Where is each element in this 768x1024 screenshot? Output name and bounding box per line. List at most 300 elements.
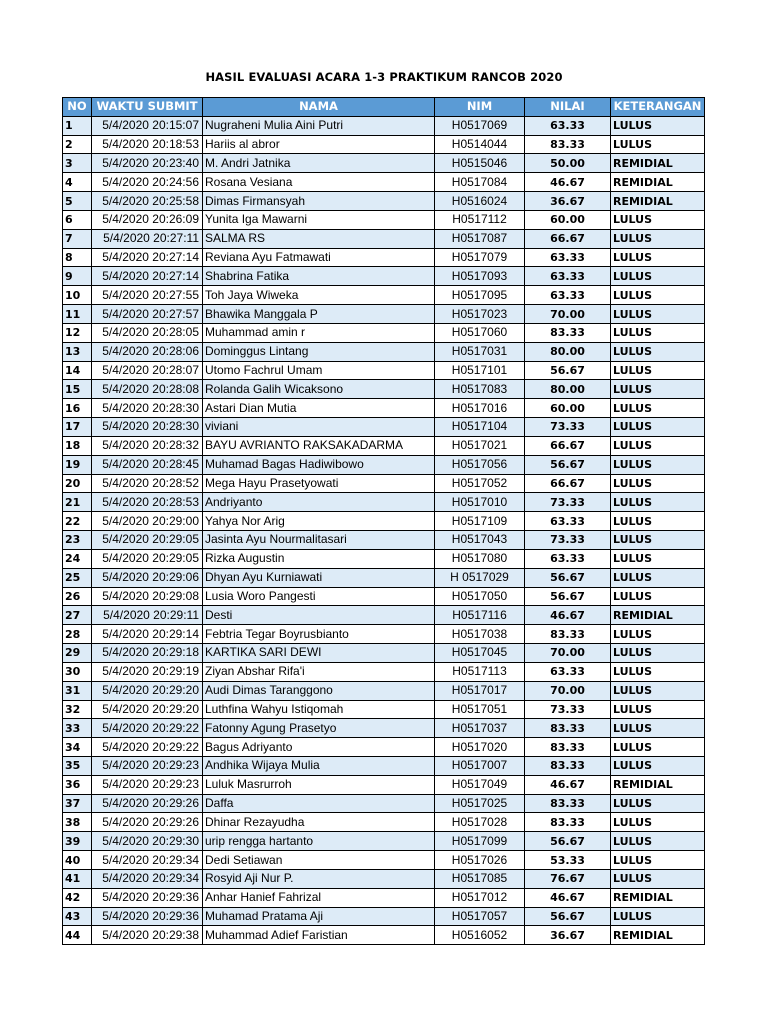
cell-nama: Mega Hayu Prasetyowati (203, 474, 435, 493)
table-row (63, 305, 705, 324)
cell-nim: H0517012 (435, 888, 525, 907)
cell-nama: Dominggus Lintang (203, 342, 435, 361)
cell-no: 15 (63, 380, 92, 399)
cell-keterangan: REMIDIAL (611, 775, 705, 794)
cell-waktu-submit: 5/4/2020 20:29:26 (92, 813, 203, 832)
table-row (63, 851, 705, 870)
cell-nama: Audi Dimas Taranggono (203, 681, 435, 700)
cell-nim: H0517080 (435, 549, 525, 568)
cell-waktu-submit: 5/4/2020 20:27:14 (92, 267, 203, 286)
cell-no: 44 (63, 926, 92, 945)
cell-no: 24 (63, 549, 92, 568)
cell-keterangan: LULUS (611, 455, 705, 474)
cell-no: 1 (63, 116, 92, 135)
cell-keterangan: LULUS (611, 342, 705, 361)
cell-nilai: 46.67 (525, 775, 611, 794)
table-row (63, 531, 705, 550)
table-row (63, 135, 705, 154)
cell-waktu-submit: 5/4/2020 20:29:14 (92, 625, 203, 644)
cell-nilai: 73.33 (525, 493, 611, 512)
cell-nim: H0517104 (435, 418, 525, 437)
cell-nim: H0517093 (435, 267, 525, 286)
cell-waktu-submit: 5/4/2020 20:29:30 (92, 832, 203, 851)
cell-keterangan: LULUS (611, 662, 705, 681)
table-row (63, 436, 705, 455)
table-row (63, 813, 705, 832)
cell-no: 13 (63, 342, 92, 361)
cell-nama: Muhamad Bagas Hadiwibowo (203, 455, 435, 474)
cell-nilai: 70.00 (525, 644, 611, 663)
cell-keterangan: LULUS (611, 474, 705, 493)
document-title: HASIL EVALUASI ACARA 1-3 PRAKTIKUM RANCOB 2020 (205, 70, 563, 84)
cell-no: 21 (63, 493, 92, 512)
cell-no: 19 (63, 455, 92, 474)
cell-nim: H0517079 (435, 248, 525, 267)
cell-keterangan: LULUS (611, 323, 705, 342)
cell-nilai: 63.33 (525, 662, 611, 681)
cell-nim: H0517051 (435, 700, 525, 719)
cell-no: 16 (63, 399, 92, 418)
cell-nilai: 83.33 (525, 625, 611, 644)
cell-waktu-submit: 5/4/2020 20:28:30 (92, 399, 203, 418)
cell-waktu-submit: 5/4/2020 20:27:14 (92, 248, 203, 267)
table-row (63, 267, 705, 286)
cell-waktu-submit: 5/4/2020 20:23:40 (92, 154, 203, 173)
cell-nama: viviani (203, 418, 435, 437)
cell-keterangan: LULUS (611, 719, 705, 738)
cell-waktu-submit: 5/4/2020 20:29:23 (92, 775, 203, 794)
header-no: NO (63, 98, 92, 117)
cell-keterangan: LULUS (611, 286, 705, 305)
cell-nama: Muhammad amin r (203, 323, 435, 342)
cell-keterangan: REMIDIAL (611, 173, 705, 192)
cell-waktu-submit: 5/4/2020 20:29:36 (92, 907, 203, 926)
table-row (63, 455, 705, 474)
cell-nilai: 63.33 (525, 549, 611, 568)
cell-nilai: 36.67 (525, 192, 611, 211)
cell-waktu-submit: 5/4/2020 20:29:23 (92, 756, 203, 775)
cell-nama: Dhyan Ayu Kurniawati (203, 568, 435, 587)
table-row (63, 738, 705, 757)
cell-waktu-submit: 5/4/2020 20:28:05 (92, 323, 203, 342)
cell-nilai: 56.67 (525, 455, 611, 474)
cell-nim: H0517113 (435, 662, 525, 681)
cell-nim: H0517099 (435, 832, 525, 851)
cell-no: 12 (63, 323, 92, 342)
cell-waktu-submit: 5/4/2020 20:27:55 (92, 286, 203, 305)
table-row (63, 549, 705, 568)
cell-nim: H0515046 (435, 154, 525, 173)
cell-no: 43 (63, 907, 92, 926)
header-nama: NAMA (203, 98, 435, 117)
cell-waktu-submit: 5/4/2020 20:29:00 (92, 512, 203, 531)
results-table (62, 97, 705, 945)
cell-nim: H0517095 (435, 286, 525, 305)
cell-nilai: 83.33 (525, 323, 611, 342)
table-row (63, 323, 705, 342)
cell-no: 8 (63, 248, 92, 267)
cell-nama: Rolanda Galih Wicaksono (203, 380, 435, 399)
cell-waktu-submit: 5/4/2020 20:24:56 (92, 173, 203, 192)
cell-no: 37 (63, 794, 92, 813)
cell-keterangan: LULUS (611, 116, 705, 135)
cell-nilai: 63.33 (525, 286, 611, 305)
cell-keterangan: LULUS (611, 380, 705, 399)
table-row (63, 286, 705, 305)
cell-nama: Rizka Augustin (203, 549, 435, 568)
cell-nim: H0517037 (435, 719, 525, 738)
cell-no: 31 (63, 681, 92, 700)
cell-nama: urip rengga hartanto (203, 832, 435, 851)
cell-keterangan: REMIDIAL (611, 154, 705, 173)
cell-nilai: 73.33 (525, 418, 611, 437)
cell-nama: Utomo Fachrul Umam (203, 361, 435, 380)
cell-nilai: 63.33 (525, 116, 611, 135)
cell-nilai: 83.33 (525, 135, 611, 154)
cell-nilai: 63.33 (525, 512, 611, 531)
cell-keterangan: LULUS (611, 135, 705, 154)
table-row (63, 832, 705, 851)
table-row (63, 568, 705, 587)
cell-nilai: 73.33 (525, 531, 611, 550)
table-row (63, 380, 705, 399)
cell-no: 4 (63, 173, 92, 192)
header-nilai: NILAI (525, 98, 611, 117)
cell-no: 9 (63, 267, 92, 286)
cell-nilai: 56.67 (525, 361, 611, 380)
cell-nama: Shabrina Fatika (203, 267, 435, 286)
cell-no: 20 (63, 474, 92, 493)
cell-no: 5 (63, 192, 92, 211)
cell-nim: H0517084 (435, 173, 525, 192)
cell-keterangan: LULUS (611, 644, 705, 663)
cell-nim: H0517085 (435, 869, 525, 888)
cell-keterangan: REMIDIAL (611, 888, 705, 907)
cell-nim: H0517050 (435, 587, 525, 606)
table-header-row (63, 98, 705, 117)
cell-nama: Jasinta Ayu Nourmalitasari (203, 531, 435, 550)
cell-nilai: 83.33 (525, 738, 611, 757)
cell-no: 29 (63, 644, 92, 663)
cell-nim: H0517023 (435, 305, 525, 324)
cell-keterangan: LULUS (611, 493, 705, 512)
cell-no: 26 (63, 587, 92, 606)
cell-keterangan: LULUS (611, 907, 705, 926)
cell-no: 27 (63, 606, 92, 625)
table-row (63, 192, 705, 211)
cell-nim: H0517043 (435, 531, 525, 550)
cell-waktu-submit: 5/4/2020 20:29:08 (92, 587, 203, 606)
cell-nama: Andriyanto (203, 493, 435, 512)
cell-waktu-submit: 5/4/2020 20:28:52 (92, 474, 203, 493)
cell-nilai: 60.00 (525, 210, 611, 229)
cell-no: 34 (63, 738, 92, 757)
table-row (63, 512, 705, 531)
cell-waktu-submit: 5/4/2020 20:28:53 (92, 493, 203, 512)
cell-nama: Muhammad Adief Faristian (203, 926, 435, 945)
cell-nilai: 73.33 (525, 700, 611, 719)
table-row (63, 625, 705, 644)
cell-no: 35 (63, 756, 92, 775)
cell-nilai: 46.67 (525, 888, 611, 907)
table-row (63, 493, 705, 512)
table-row (63, 154, 705, 173)
cell-nama: Desti (203, 606, 435, 625)
table-row (63, 794, 705, 813)
cell-nama: Hariis al abror (203, 135, 435, 154)
cell-waktu-submit: 5/4/2020 20:27:57 (92, 305, 203, 324)
table-row (63, 116, 705, 135)
cell-no: 40 (63, 851, 92, 870)
header-keterangan: KETERANGAN (611, 98, 705, 117)
cell-nama: Ziyan Abshar Rifa'i (203, 662, 435, 681)
cell-nama: Nugraheni Mulia Aini Putri (203, 116, 435, 135)
cell-nilai: 66.67 (525, 229, 611, 248)
cell-no: 3 (63, 154, 92, 173)
cell-keterangan: LULUS (611, 851, 705, 870)
cell-nilai: 70.00 (525, 681, 611, 700)
cell-nama: Dhinar Rezayudha (203, 813, 435, 832)
cell-waktu-submit: 5/4/2020 20:29:36 (92, 888, 203, 907)
cell-waktu-submit: 5/4/2020 20:25:58 (92, 192, 203, 211)
cell-nim: H 0517029 (435, 568, 525, 587)
cell-nim: H0517017 (435, 681, 525, 700)
table-row (63, 210, 705, 229)
cell-no: 30 (63, 662, 92, 681)
cell-waktu-submit: 5/4/2020 20:29:38 (92, 926, 203, 945)
cell-keterangan: LULUS (611, 587, 705, 606)
cell-no: 10 (63, 286, 92, 305)
cell-waktu-submit: 5/4/2020 20:29:20 (92, 681, 203, 700)
cell-waktu-submit: 5/4/2020 20:29:05 (92, 531, 203, 550)
cell-nim: H0517069 (435, 116, 525, 135)
cell-waktu-submit: 5/4/2020 20:28:07 (92, 361, 203, 380)
cell-waktu-submit: 5/4/2020 20:28:32 (92, 436, 203, 455)
cell-keterangan: LULUS (611, 832, 705, 851)
cell-keterangan: LULUS (611, 794, 705, 813)
cell-no: 42 (63, 888, 92, 907)
cell-nim: H0517007 (435, 756, 525, 775)
cell-nama: Dedi Setiawan (203, 851, 435, 870)
cell-no: 7 (63, 229, 92, 248)
cell-keterangan: LULUS (611, 305, 705, 324)
cell-waktu-submit: 5/4/2020 20:29:06 (92, 568, 203, 587)
cell-keterangan: LULUS (611, 700, 705, 719)
table-row (63, 700, 705, 719)
cell-keterangan: REMIDIAL (611, 192, 705, 211)
cell-nama: Anhar Hanief Fahrizal (203, 888, 435, 907)
cell-keterangan: LULUS (611, 549, 705, 568)
cell-nama: BAYU AVRIANTO RAKSAKADARMA (203, 436, 435, 455)
cell-nim: H0517112 (435, 210, 525, 229)
table-row (63, 869, 705, 888)
cell-no: 36 (63, 775, 92, 794)
cell-nim: H0517028 (435, 813, 525, 832)
cell-nama: Fatonny Agung Prasetyo (203, 719, 435, 738)
cell-nim: H0517025 (435, 794, 525, 813)
cell-nilai: 63.33 (525, 267, 611, 286)
table-row (63, 907, 705, 926)
cell-nama: Muhamad Pratama Aji (203, 907, 435, 926)
cell-keterangan: LULUS (611, 869, 705, 888)
cell-no: 17 (63, 418, 92, 437)
cell-nama: Febtria Tegar Boyrusbianto (203, 625, 435, 644)
cell-waktu-submit: 5/4/2020 20:29:34 (92, 869, 203, 888)
cell-keterangan: LULUS (611, 531, 705, 550)
cell-nilai: 36.67 (525, 926, 611, 945)
cell-nama: Luthfina Wahyu Istiqomah (203, 700, 435, 719)
cell-nama: Rosana Vesiana (203, 173, 435, 192)
cell-nilai: 56.67 (525, 587, 611, 606)
table-row (63, 926, 705, 945)
cell-nama: M. Andri Jatnika (203, 154, 435, 173)
cell-nilai: 46.67 (525, 173, 611, 192)
cell-keterangan: LULUS (611, 229, 705, 248)
cell-nama: SALMA RS (203, 229, 435, 248)
cell-no: 11 (63, 305, 92, 324)
cell-nim: H0517026 (435, 851, 525, 870)
cell-nilai: 60.00 (525, 399, 611, 418)
cell-keterangan: LULUS (611, 399, 705, 418)
cell-keterangan: LULUS (611, 361, 705, 380)
cell-nilai: 83.33 (525, 813, 611, 832)
cell-waktu-submit: 5/4/2020 20:29:22 (92, 719, 203, 738)
cell-waktu-submit: 5/4/2020 20:29:19 (92, 662, 203, 681)
cell-waktu-submit: 5/4/2020 20:28:06 (92, 342, 203, 361)
cell-keterangan: LULUS (611, 436, 705, 455)
cell-keterangan: LULUS (611, 267, 705, 286)
cell-nama: Daffa (203, 794, 435, 813)
cell-keterangan: LULUS (611, 210, 705, 229)
cell-waktu-submit: 5/4/2020 20:28:08 (92, 380, 203, 399)
cell-keterangan: LULUS (611, 681, 705, 700)
cell-nim: H0517057 (435, 907, 525, 926)
cell-nim: H0517060 (435, 323, 525, 342)
cell-nim: H0517083 (435, 380, 525, 399)
cell-nilai: 46.67 (525, 606, 611, 625)
cell-no: 28 (63, 625, 92, 644)
cell-nilai: 56.67 (525, 907, 611, 926)
cell-no: 2 (63, 135, 92, 154)
cell-nama: Dimas Firmansyah (203, 192, 435, 211)
cell-no: 38 (63, 813, 92, 832)
cell-nama: Reviana Ayu Fatmawati (203, 248, 435, 267)
table-row (63, 399, 705, 418)
cell-nama: Yahya Nor Arig (203, 512, 435, 531)
cell-waktu-submit: 5/4/2020 20:28:45 (92, 455, 203, 474)
cell-nim: H0517052 (435, 474, 525, 493)
cell-nama: Yunita Iga Mawarni (203, 210, 435, 229)
header-nim: NIM (435, 98, 525, 117)
cell-nim: H0516052 (435, 926, 525, 945)
cell-keterangan: LULUS (611, 568, 705, 587)
cell-nama: Lusia Woro Pangesti (203, 587, 435, 606)
table-row (63, 418, 705, 437)
cell-waktu-submit: 5/4/2020 20:15:07 (92, 116, 203, 135)
cell-keterangan: LULUS (611, 756, 705, 775)
cell-nim: H0517010 (435, 493, 525, 512)
cell-no: 39 (63, 832, 92, 851)
cell-no: 23 (63, 531, 92, 550)
cell-waktu-submit: 5/4/2020 20:29:11 (92, 606, 203, 625)
cell-no: 41 (63, 869, 92, 888)
cell-nilai: 76.67 (525, 869, 611, 888)
cell-nama: Astari Dian Mutia (203, 399, 435, 418)
cell-nilai: 80.00 (525, 380, 611, 399)
table-row (63, 248, 705, 267)
cell-waktu-submit: 5/4/2020 20:29:05 (92, 549, 203, 568)
cell-waktu-submit: 5/4/2020 20:29:34 (92, 851, 203, 870)
cell-nim: H0517021 (435, 436, 525, 455)
cell-nilai: 66.67 (525, 474, 611, 493)
table-row (63, 587, 705, 606)
cell-waktu-submit: 5/4/2020 20:18:53 (92, 135, 203, 154)
header-waktu-submit: WAKTU SUBMIT (92, 98, 203, 117)
table-row (63, 662, 705, 681)
cell-nama: Andhika Wijaya Mulia (203, 756, 435, 775)
cell-nim: H0516024 (435, 192, 525, 211)
cell-nilai: 63.33 (525, 248, 611, 267)
cell-nim: H0514044 (435, 135, 525, 154)
cell-waktu-submit: 5/4/2020 20:26:09 (92, 210, 203, 229)
cell-nilai: 56.67 (525, 568, 611, 587)
cell-no: 14 (63, 361, 92, 380)
table-row (63, 474, 705, 493)
cell-nim: H0517031 (435, 342, 525, 361)
cell-nim: H0517045 (435, 644, 525, 663)
cell-nilai: 66.67 (525, 436, 611, 455)
cell-waktu-submit: 5/4/2020 20:28:30 (92, 418, 203, 437)
table-row (63, 644, 705, 663)
cell-no: 32 (63, 700, 92, 719)
cell-waktu-submit: 5/4/2020 20:29:22 (92, 738, 203, 757)
cell-no: 33 (63, 719, 92, 738)
table-row (63, 756, 705, 775)
cell-no: 6 (63, 210, 92, 229)
cell-nilai: 50.00 (525, 154, 611, 173)
cell-keterangan: LULUS (611, 813, 705, 832)
cell-nama: Toh Jaya Wiweka (203, 286, 435, 305)
cell-nilai: 70.00 (525, 305, 611, 324)
cell-waktu-submit: 5/4/2020 20:29:26 (92, 794, 203, 813)
cell-waktu-submit: 5/4/2020 20:29:18 (92, 644, 203, 663)
table-row (63, 361, 705, 380)
cell-no: 22 (63, 512, 92, 531)
cell-nama: Luluk Masrurroh (203, 775, 435, 794)
cell-nim: H0517020 (435, 738, 525, 757)
cell-keterangan: LULUS (611, 512, 705, 531)
table-row (63, 719, 705, 738)
cell-keterangan: LULUS (611, 418, 705, 437)
cell-nim: H0517056 (435, 455, 525, 474)
table-row (63, 342, 705, 361)
table-row (63, 775, 705, 794)
cell-keterangan: REMIDIAL (611, 606, 705, 625)
cell-nama: Rosyid Aji Nur P. (203, 869, 435, 888)
cell-keterangan: LULUS (611, 248, 705, 267)
cell-nim: H0517038 (435, 625, 525, 644)
cell-keterangan: REMIDIAL (611, 926, 705, 945)
cell-nim: H0517049 (435, 775, 525, 794)
cell-nama: Bhawika Manggala P (203, 305, 435, 324)
table-row (63, 229, 705, 248)
table-row (63, 888, 705, 907)
cell-waktu-submit: 5/4/2020 20:29:20 (92, 700, 203, 719)
cell-nilai: 80.00 (525, 342, 611, 361)
table-row (63, 173, 705, 192)
cell-nilai: 83.33 (525, 719, 611, 738)
cell-nilai: 56.67 (525, 832, 611, 851)
